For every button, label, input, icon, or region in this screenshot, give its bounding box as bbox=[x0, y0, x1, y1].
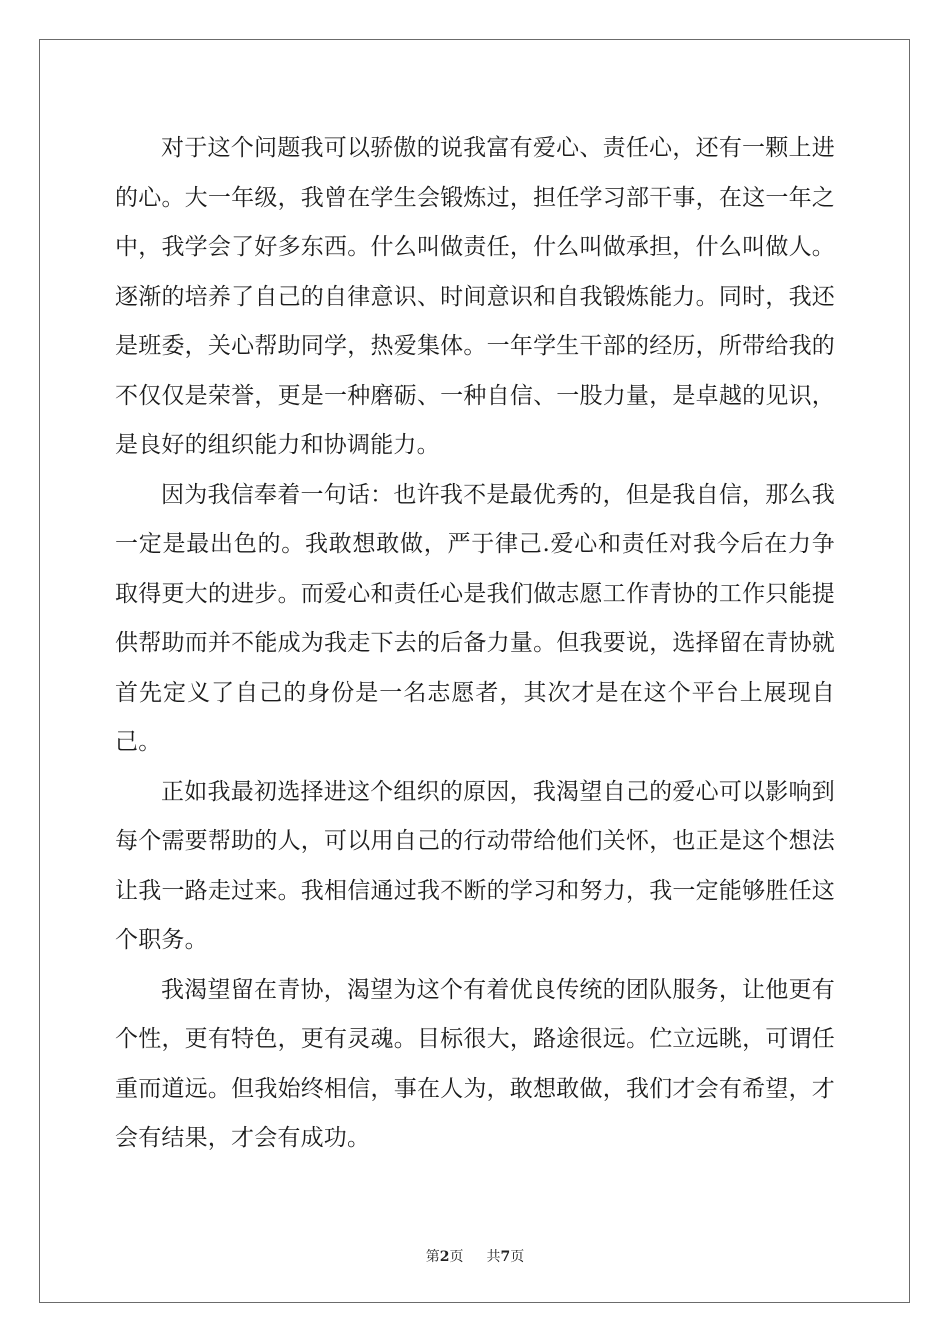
page-total: 7 bbox=[500, 1249, 511, 1265]
page-current: 2 bbox=[439, 1249, 450, 1265]
total-unit: 页 bbox=[510, 1249, 525, 1265]
page-unit: 页 bbox=[449, 1249, 464, 1265]
paragraph-4: 我渴望留在青协，渴望为这个有着优良传统的团队服务，让他更有个性，更有特色，更有灵魂。目标很大，路途很远。伫立远眺，可谓任重而道远。但我始终相信，事在人为，敢想敢做，我们才会有希望，才会有结果，才会有成功。 bbox=[115, 976, 835, 1151]
paragraph-2: 因为我信奉着一句话：也许我不是最优秀的，但是我自信，那么我一定是最出色的。我敢想敢做，严于律己.爱心和责任对我今后在力争取得更大的进步。而爱心和责任心是我们做志愿工作青协的工作只能提供帮助而并不能成为我走下去的后备力量。但我要说，选择留在青协就首先定义了自己的身份是一名志愿者，其次才是在这个平台上展现自己。 bbox=[115, 481, 835, 755]
paragraph-1: 对于这个问题我可以骄傲的说我富有爱心、责任心，还有一颗上进的心。大一年级，我曾在学生会锻炼过，担任学习部干事，在这一年之中，我学会了好多东西。什么叫做责任，什么叫做承担，什么叫做人。逐渐的培养了自己的自律意识、时间意识和自我锻炼能力。同时，我还是班委，关心帮助同学，热爱集体。一年学生干部的经历，所带给我的不仅仅是荣誉，更是一种磨砺、一种自信、一股力量，是卓越的见识，是良好的组织能力和协调能力。 bbox=[115, 135, 835, 458]
page-footer bbox=[0, 1246, 950, 1266]
page-prefix: 第 bbox=[425, 1249, 440, 1265]
page-number-label bbox=[426, 1249, 468, 1265]
paragraph-3: 正如我最初选择进这个组织的原因，我渴望自己的爱心可以影响到每个需要帮助的人，可以用自己的行动带给他们关怀，也正是这个想法让我一路走过来。我相信通过我不断的学习和努力，我一定能够胜任这个职务。 bbox=[115, 778, 835, 953]
total-prefix: 共 bbox=[486, 1249, 501, 1265]
page-total-label bbox=[486, 1249, 524, 1265]
document-body bbox=[115, 124, 835, 1164]
